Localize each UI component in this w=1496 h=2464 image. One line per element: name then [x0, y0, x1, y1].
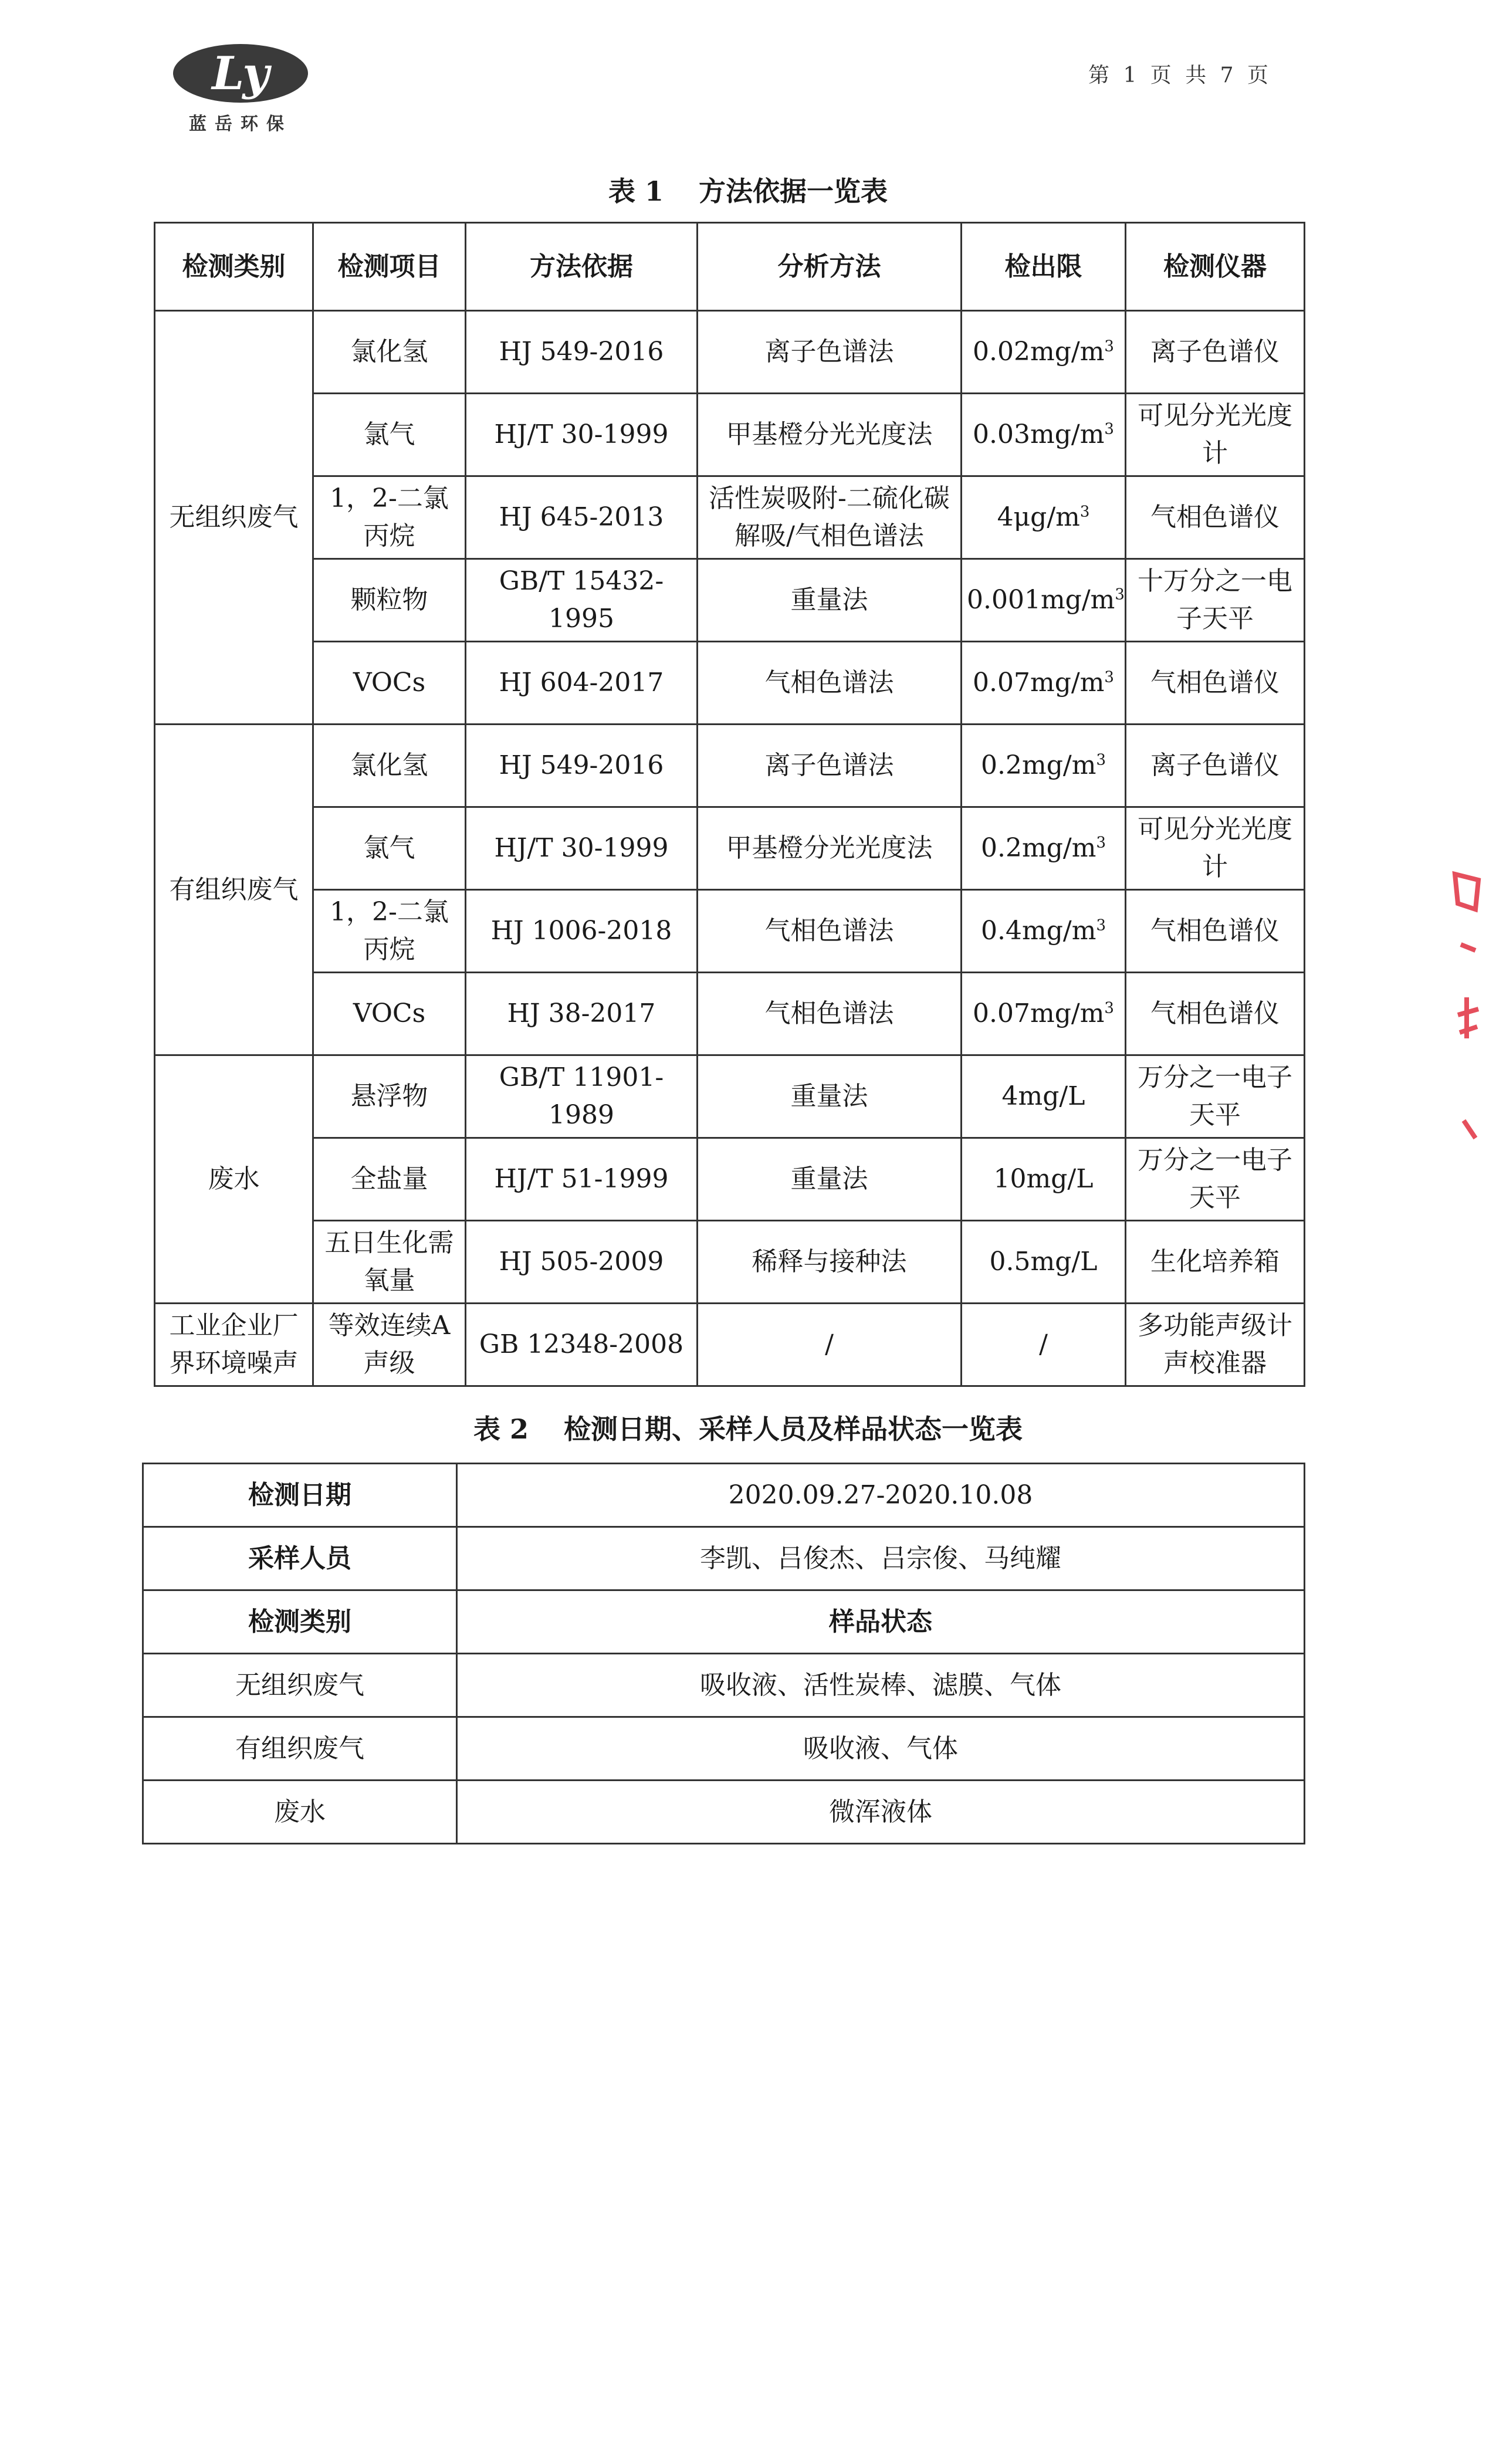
page-indicator: 第 1 页 共 7 页 [1088, 63, 1272, 87]
table-row [143, 1781, 1305, 1844]
analysis-cell: 重量法 [698, 1055, 962, 1138]
column-header: 检测仪器 [1126, 223, 1305, 311]
instrument-cell: 离子色谱仪 [1126, 311, 1305, 394]
table-row [155, 973, 1305, 1055]
limit-unit-exponent: 3 [1096, 751, 1106, 769]
sampling-info-table [142, 1463, 1305, 1844]
analysis-cell: 稀释与接种法 [698, 1221, 962, 1304]
method-cell: HJ 645-2013 [466, 476, 698, 559]
limit-value: 0.02mg/m [973, 337, 1105, 367]
instrument-cell: 可见分光光度计 [1126, 807, 1305, 890]
instrument-cell: 气相色谱仪 [1126, 642, 1305, 725]
red-stamp-fragment-icon [1449, 862, 1484, 1167]
analysis-cell: 重量法 [698, 559, 962, 642]
status-header: 样品状态 [457, 1590, 1305, 1654]
item-cell: 氯化氢 [313, 725, 466, 807]
instrument-cell: 万分之一电子天平 [1126, 1138, 1305, 1221]
analysis-cell: 甲基橙分光光度法 [698, 394, 962, 476]
logo-mark-icon [170, 41, 311, 106]
table-row [155, 394, 1305, 476]
item-cell: VOCs [313, 973, 466, 1055]
limit-value: 10mg/L [993, 1164, 1094, 1194]
instrument-cell: 离子色谱仪 [1126, 725, 1305, 807]
item-cell: 氯气 [313, 394, 466, 476]
limit-value: 0.2mg/m [981, 833, 1096, 863]
category-cell: 有组织废气 [155, 725, 313, 1055]
limit-cell [962, 559, 1126, 642]
table-row [155, 476, 1305, 559]
item-cell: 全盐量 [313, 1138, 466, 1221]
column-header: 检测项目 [313, 223, 466, 311]
table2-caption [0, 1408, 1496, 1447]
instrument-cell: 气相色谱仪 [1126, 476, 1305, 559]
company-logo [170, 41, 311, 135]
method-cell: GB/T 15432-1995 [466, 559, 698, 642]
instrument-cell: 万分之一电子天平 [1126, 1055, 1305, 1138]
limit-unit-exponent: 3 [1104, 420, 1114, 438]
status-cell: 吸收液、气体 [457, 1717, 1305, 1781]
instrument-cell: 十万分之一电子天平 [1126, 559, 1305, 642]
limit-cell [962, 1138, 1126, 1221]
analysis-cell: 气相色谱法 [698, 890, 962, 973]
method-cell: HJ 604-2017 [466, 642, 698, 725]
table-row [155, 725, 1305, 807]
limit-cell [962, 1055, 1126, 1138]
category-cell: 无组织废气 [143, 1654, 457, 1717]
analysis-cell: / [698, 1304, 962, 1386]
category-cell: 工业企业厂界环境噪声 [155, 1304, 313, 1386]
limit-cell [962, 1304, 1126, 1386]
column-header: 检测类别 [155, 223, 313, 311]
limit-cell [962, 394, 1126, 476]
item-cell: 氯化氢 [313, 311, 466, 394]
method-cell: HJ 1006-2018 [466, 890, 698, 973]
limit-unit-exponent: 3 [1079, 503, 1090, 521]
logo-text: 蓝岳环保 [189, 114, 292, 134]
table-row [155, 807, 1305, 890]
method-cell: HJ/T 51-1999 [466, 1138, 698, 1221]
limit-unit-exponent: 3 [1115, 585, 1125, 604]
item-cell: 五日生化需氧量 [313, 1221, 466, 1304]
status-cell: 吸收液、活性炭棒、滤膜、气体 [457, 1654, 1305, 1717]
limit-cell [962, 725, 1126, 807]
item-cell: 1，2-二氯丙烷 [313, 890, 466, 973]
method-cell: HJ 505-2009 [466, 1221, 698, 1304]
table1-caption-num: 表 1 [608, 175, 664, 207]
status-cell: 微浑液体 [457, 1781, 1305, 1844]
item-cell: VOCs [313, 642, 466, 725]
table-row [143, 1464, 1305, 1527]
method-cell: HJ 38-2017 [466, 973, 698, 1055]
column-header: 检出限 [962, 223, 1126, 311]
table-row [143, 1527, 1305, 1590]
table-header-row [155, 223, 1305, 311]
analysis-cell: 离子色谱法 [698, 725, 962, 807]
table-row [143, 1654, 1305, 1717]
table-row [155, 311, 1305, 394]
category-header: 检测类别 [143, 1590, 457, 1654]
column-header: 分析方法 [698, 223, 962, 311]
limit-unit-exponent: 3 [1104, 668, 1114, 686]
method-cell: GB 12348-2008 [466, 1304, 698, 1386]
limit-value: 0.07mg/m [973, 999, 1105, 1028]
analysis-cell: 甲基橙分光光度法 [698, 807, 962, 890]
category-cell: 废水 [155, 1055, 313, 1304]
instrument-cell: 气相色谱仪 [1126, 890, 1305, 973]
limit-cell [962, 642, 1126, 725]
analysis-cell: 活性炭吸附-二硫化碳解吸/气相色谱法 [698, 476, 962, 559]
limit-value: 0.5mg/L [989, 1247, 1098, 1277]
table-row [155, 1138, 1305, 1221]
date-label: 检测日期 [143, 1464, 457, 1527]
limit-unit-exponent: 3 [1104, 337, 1114, 356]
limit-value: 0.07mg/m [973, 668, 1105, 698]
limit-value: 0.03mg/m [973, 419, 1105, 449]
instrument-cell: 生化培养箱 [1126, 1221, 1305, 1304]
sampler-value: 李凯、吕俊杰、吕宗俊、马纯耀 [457, 1527, 1305, 1590]
category-cell: 有组织废气 [143, 1717, 457, 1781]
method-cell: HJ/T 30-1999 [466, 807, 698, 890]
limit-value: 4mg/L [1001, 1081, 1085, 1111]
limit-value: 4μg/m [997, 502, 1080, 532]
table-row [143, 1590, 1305, 1654]
limit-value: 0.001mg/m [967, 585, 1115, 615]
logo-mark: Ly [212, 47, 269, 100]
table-row [155, 1304, 1305, 1386]
method-cell: HJ 549-2016 [466, 725, 698, 807]
analysis-cell: 离子色谱法 [698, 311, 962, 394]
category-cell: 无组织废气 [155, 311, 313, 725]
limit-value: 0.4mg/m [981, 916, 1096, 946]
limit-value: / [1039, 1329, 1048, 1359]
limit-cell [962, 1221, 1126, 1304]
table-row [155, 1055, 1305, 1138]
table2-caption-title: 检测日期、采样人员及样品状态一览表 [564, 1413, 1023, 1445]
analysis-cell: 气相色谱法 [698, 642, 962, 725]
method-cell: HJ 549-2016 [466, 311, 698, 394]
analysis-cell: 气相色谱法 [698, 973, 962, 1055]
table-row [155, 559, 1305, 642]
date-value: 2020.09.27-2020.10.08 [457, 1464, 1305, 1527]
limit-cell [962, 807, 1126, 890]
limit-cell [962, 973, 1126, 1055]
limit-value: 0.2mg/m [981, 750, 1096, 780]
table2-caption-num: 表 2 [473, 1413, 529, 1445]
item-cell: 悬浮物 [313, 1055, 466, 1138]
item-cell: 颗粒物 [313, 559, 466, 642]
table-row [143, 1717, 1305, 1781]
limit-cell [962, 476, 1126, 559]
column-header: 方法依据 [466, 223, 698, 311]
analysis-cell: 重量法 [698, 1138, 962, 1221]
limit-unit-exponent: 3 [1096, 916, 1106, 935]
method-basis-table [154, 222, 1305, 1387]
instrument-cell: 多功能声级计声校准器 [1126, 1304, 1305, 1386]
instrument-cell: 气相色谱仪 [1126, 973, 1305, 1055]
method-cell: HJ/T 30-1999 [466, 394, 698, 476]
table-row [155, 642, 1305, 725]
category-cell: 废水 [143, 1781, 457, 1844]
item-cell: 1，2-二氯丙烷 [313, 476, 466, 559]
table1-caption-title: 方法依据一览表 [699, 175, 888, 207]
limit-unit-exponent: 3 [1096, 834, 1106, 852]
limit-unit-exponent: 3 [1104, 999, 1114, 1017]
sampler-label: 采样人员 [143, 1527, 457, 1590]
table-row [155, 1221, 1305, 1304]
limit-cell [962, 890, 1126, 973]
limit-cell [962, 311, 1126, 394]
instrument-cell: 可见分光光度计 [1126, 394, 1305, 476]
item-cell: 氯气 [313, 807, 466, 890]
item-cell: 等效连续A 声级 [313, 1304, 466, 1386]
method-cell: GB/T 11901-1989 [466, 1055, 698, 1138]
table1-caption [0, 170, 1496, 209]
table-row [155, 890, 1305, 973]
